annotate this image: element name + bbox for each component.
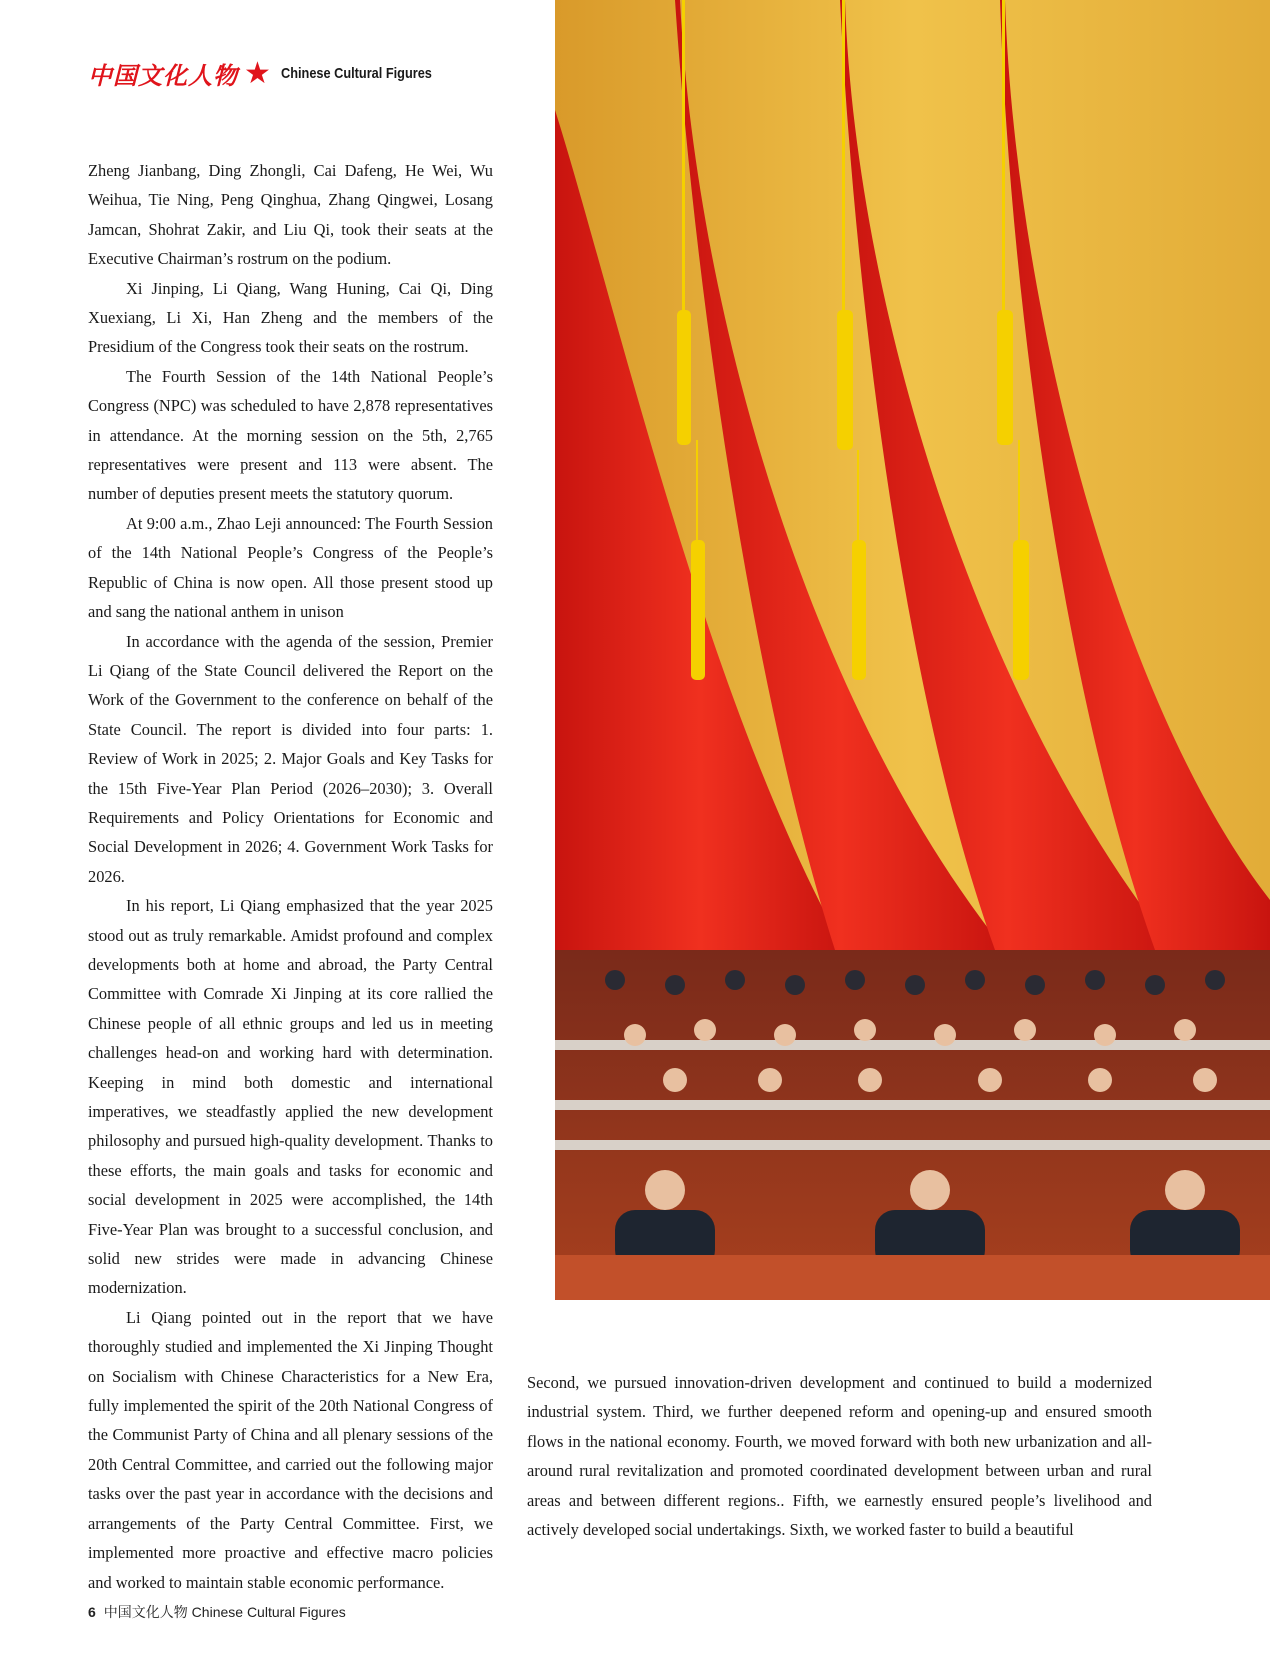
paragraph: Zheng Jianbang, Ding Zhongli, Cai Dafeng, He Wei, Wu Weihua, Tie Ning, Peng Qinghua, Zhang Qingwei, Losang Jamcan, Shohrat Zakir, and Liu Qi, took their seats at the Executive Chairman’s rostrum on the podium. xyxy=(88,161,493,269)
masthead xyxy=(88,56,458,91)
star-icon: ★ xyxy=(244,56,271,90)
paragraph: At 9:00 a.m., Zhao Leji announced: The Fourth Session of the 14th National People’s Congress of the People’s Republic of China is now open. All those present stood up and sang the national anthem in unison xyxy=(88,513,493,622)
paragraph: In his report, Li Qiang emphasized that the year 2025 stood out as truly remarkable. Amidst profound and complex developments both at home and abroad, the Party Central Committee with Comrade Xi Jinping at its core rallied the Chinese people of all ethnic groups and led us in meeting challenges head-on and working hard with determination. Keeping in mind both domestic and international imperatives, we steadfastly applied the new development philosophy and pursued high-quality development. Thanks to these efforts, the main goals and tasks for economic and social development in 2025 were accomplished, the 14th Five-Year Plan was brought to a successful conclusion, and solid new strides were made in advancing Chinese modernization. xyxy=(88,896,493,1298)
paragraph: Li Qiang pointed out in the report that we have thoroughly studied and implemented the Xi Jinping Thought on Socialism with Chinese Characteristics for a New Era, fully implemented the spirit of the 20th National Congress of the Communist Party of China and all plenary sessions of the 20th Central Committee, and carried out the following major tasks over the past year in accordance with the decisions and arrangements of the Party Central Committee. First, we implemented more proactive and effective macro policies and worked to maintain stable economic performance. xyxy=(88,1307,493,1592)
paragraph: The Fourth Session of the 14th National People’s Congress (NPC) was scheduled to have 2,878 representatives in attendance. At the morning session on the 5th, 2,765 representatives were present and 113 were absent. The number of deputies present meets the statutory quorum. xyxy=(88,366,493,504)
logo-english: Chinese Cultural Figures xyxy=(280,65,432,82)
congress-photo xyxy=(555,0,1270,1300)
logo-chinese: 中国文化人物 xyxy=(88,62,238,90)
paragraph: In accordance with the agenda of the session, Premier Li Qiang of the State Council delivered the Report on the Work of the Government to the conference on behalf of the State Council. The report is divided into four parts: 1. Review of Work in 2025; 2. Major Goals and Key Tasks for the 15th Five-Year Plan Period (2026–2030); 3. Overall Requirements and Policy Orientations for Economic and Social Development in 2026; 4. Government Work Tasks for 2026. xyxy=(88,631,493,886)
photo-illustration xyxy=(555,0,1270,1300)
publication-name: 中国文化人物 Chinese Cultural Figures xyxy=(103,1604,346,1620)
page-footer xyxy=(88,1602,346,1622)
right-column xyxy=(527,1368,1152,1544)
paragraph: Second, we pursued innovation-driven development and continued to build a modernized industrial system. Third, we further deepened reform and opening-up and ensured smooth flows in the national economy. Fourth, we moved forward with both new urbanization and all-around rural revitalization and promoted coordinated development between urban and rural areas and between different regions.. Fifth, we earnestly ensured people’s livelihood and actively developed social undertakings. Sixth, we worked faster to build a beautiful xyxy=(527,1373,1152,1540)
left-column xyxy=(88,156,493,1597)
front-desk xyxy=(555,1255,1270,1300)
page-number: 6 xyxy=(88,1604,96,1620)
paragraph: Xi Jinping, Li Qiang, Wang Huning, Cai Qi, Ding Xuexiang, Li Xi, Han Zheng and the members of the Presidium of the Congress took their seats on the rostrum. xyxy=(88,278,493,357)
